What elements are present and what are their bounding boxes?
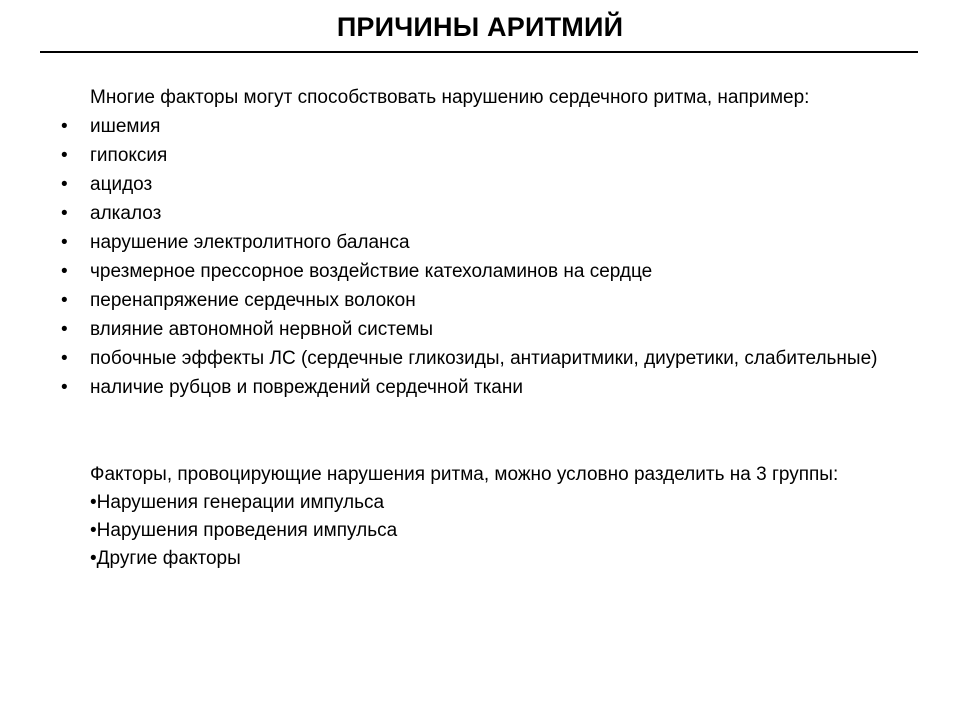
group-item: •Нарушения проведения импульса: [90, 520, 398, 541]
bullet-icon: •: [61, 377, 68, 398]
list-item: [43, 286, 903, 315]
groups-intro-paragraph: Факторы, провоцирующие нарушения ритма, можно условно разделить на 3 группы:: [90, 464, 839, 485]
bullet-icon: •: [61, 203, 68, 224]
list-item: [43, 170, 903, 199]
list-item: [43, 112, 903, 141]
bullet-icon: •: [61, 116, 68, 137]
bullet-icon: •: [61, 145, 68, 166]
list-item: [43, 315, 903, 344]
groups-list: [43, 489, 903, 573]
intro-paragraph: Многие факторы могут способствовать нарушению сердечного ритма, например:: [90, 87, 810, 108]
bullet-icon: •: [61, 319, 68, 340]
list-item: [43, 344, 903, 373]
list-item-text: нарушение электролитного баланса: [90, 232, 410, 253]
list-item-text: побочные эффекты ЛС (сердечные гликозиды, антиаритмики, диуретики, слабительные): [90, 348, 878, 369]
list-item-text: ишемия: [90, 116, 161, 137]
bullet-icon: •: [61, 348, 68, 369]
list-item: [43, 257, 903, 286]
group-item: •Нарушения генерации импульса: [90, 492, 385, 513]
list-item-text: ацидоз: [90, 174, 153, 195]
list-item-text: алкалоз: [90, 203, 162, 224]
list-item: [43, 141, 903, 170]
list-item-text: перенапряжение сердечных волокон: [90, 290, 416, 311]
section-spacer: [43, 402, 903, 460]
list-item-text: гипоксия: [90, 145, 168, 166]
list-item: [43, 373, 903, 402]
bullet-icon: •: [61, 232, 68, 253]
list-item-text: наличие рубцов и повреждений сердечной ткани: [90, 377, 523, 398]
bullet-icon: •: [61, 174, 68, 195]
list-item-text: чрезмерное прессорное воздействие катехоламинов на сердце: [90, 261, 653, 282]
group-item: •Другие факторы: [90, 548, 241, 569]
title-divider: [40, 51, 918, 53]
list-item-text: влияние автономной нервной системы: [90, 319, 434, 340]
slide-body: [43, 83, 903, 573]
bullet-icon: •: [61, 290, 68, 311]
list-item: [43, 228, 903, 257]
bullet-icon: •: [61, 261, 68, 282]
factors-list: [43, 112, 903, 402]
slide-title: ПРИЧИНЫ АРИТМИЙ: [336, 12, 624, 42]
list-item: [43, 199, 903, 228]
